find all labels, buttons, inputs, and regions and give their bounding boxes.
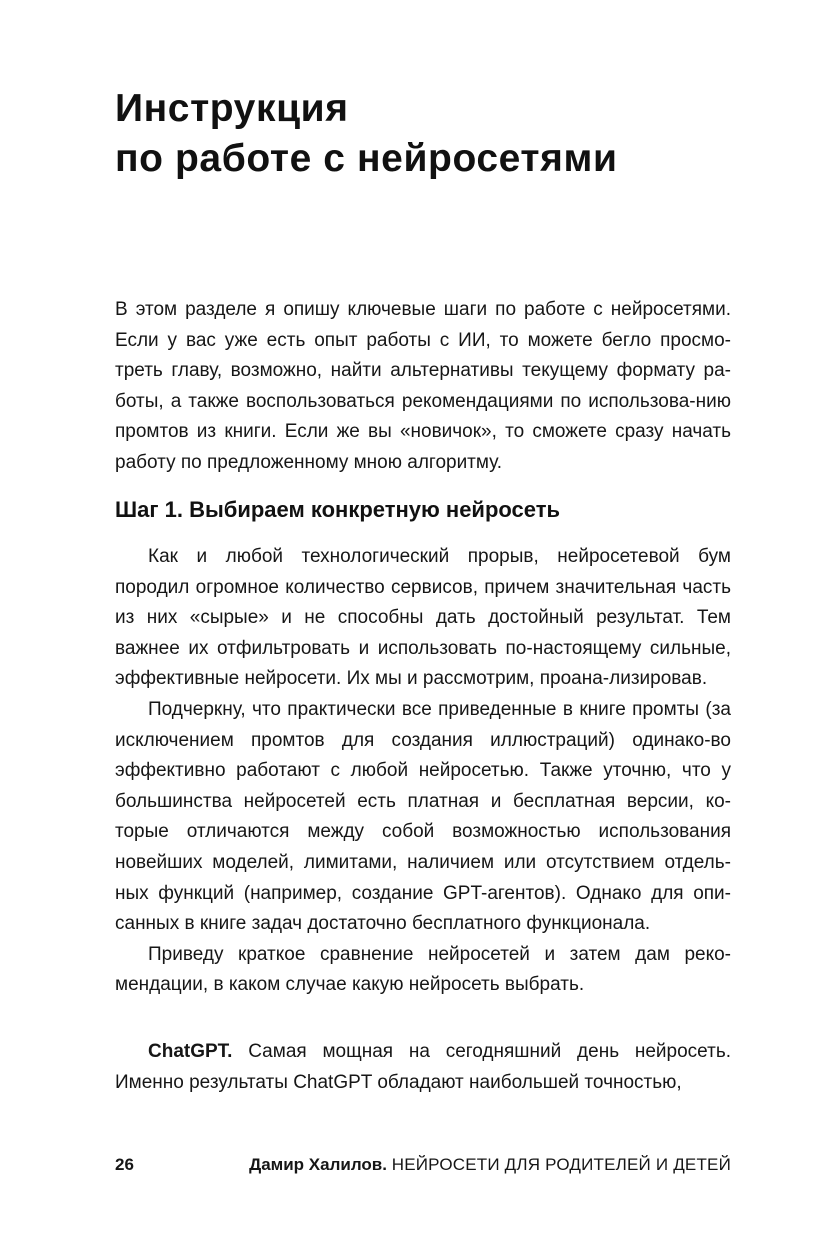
book-page [115,0,731,1240]
step-1-heading: Шаг 1. Выбираем конкретную нейросеть [115,497,561,522]
page-number: 26 [115,1155,134,1174]
chapter-title-line-2: по работе с нейросетями [115,137,618,180]
step-1-body [115,542,731,1001]
step-1-paragraph-2: Подчеркну, что практически все приведенные в книге промты (за исключением промтов для создания иллюстраций) одинако-во эффективно работают с любой нейросетью. Также уточню, что у большинства нейросетей есть платная и бесплатная версии, ко-торые отличаются между собой возможностью использования новейших моделей, лимитами, наличием или отсутствием отдель-ных функций (например, создание GPT-агентов). Однако для опи-санных в книге задач достаточно бесплатного функционала. [115,698,731,935]
page-footer [115,1152,731,1178]
step-1-paragraph-1: Как и любой технологический прорыв, нейросетевой бум породил огромное количество сервисов, причем значительная часть из них «сырые» и не способны дать достойный результат. Тем важнее их отфильтровать и использовать по-настоящему сильные, эффективные нейросети. Их мы и рассмотрим, проана-лизировав. [115,546,731,690]
chatgpt-description: Самая мощная на сегодняшний день нейросеть. Именно результаты ChatGPT обладают наибольшей точностью, [115,1041,731,1093]
chapter-title-line-1: Инструкция [115,87,349,130]
chatgpt-section [115,1037,731,1098]
step-1-paragraph-3: Приведу краткое сравнение нейросетей и затем дам реко-мендации, в каком случае какую нейросеть выбрать. [115,943,731,996]
chatgpt-paragraph [115,1037,731,1098]
intro-paragraph: В этом разделе я опишу ключевые шаги по работе с нейросетями. Если у вас уже есть опыт работы с ИИ, то можете бегло просмо-треть главу, возможно, найти альтернативы текущему формату ра-боты, а также воспользоваться рекомендациями по использова-нию промтов из книги. Если же вы «новичок», то сможете сразу начать работу по предложенному мною алгоритму. [115,299,731,473]
running-head [249,1152,731,1178]
chapter-title [115,84,618,184]
footer-author: Дамир Халилов. [249,1155,387,1174]
chatgpt-term: ChatGPT. [148,1041,233,1062]
footer-book-title: НЕЙРОСЕТИ ДЛЯ РОДИТЕЛЕЙ И ДЕТЕЙ [391,1155,731,1174]
